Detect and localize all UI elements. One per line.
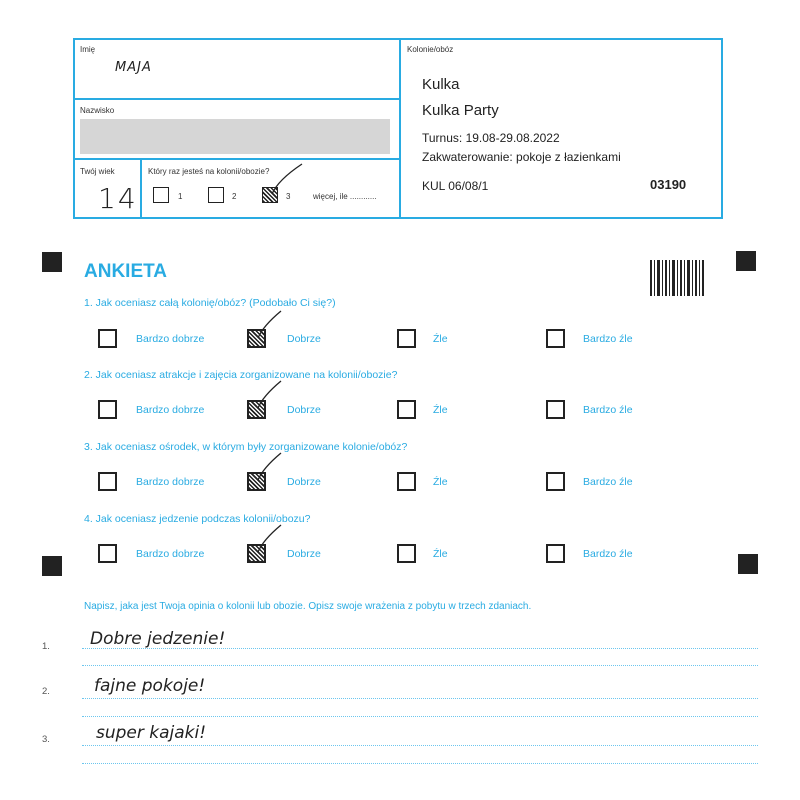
- check-stroke-icon: [255, 308, 285, 342]
- camp-code: KUL 06/08/1: [422, 179, 489, 193]
- name-label: Imię: [80, 45, 96, 54]
- age-label: Twój wiek: [80, 167, 115, 176]
- answer-line: [82, 745, 758, 746]
- answer-line: [82, 665, 758, 666]
- line-number: 1.: [42, 641, 50, 652]
- option-label: Dobrze: [287, 476, 321, 488]
- times-option-1-checkbox[interactable]: [153, 187, 169, 203]
- answer-line: [82, 698, 758, 699]
- header-divider: [74, 158, 399, 160]
- answer-line: [82, 716, 758, 717]
- form-number: 03190: [650, 177, 687, 192]
- check-stroke-icon: [255, 378, 285, 412]
- opinion-answer-2[interactable]: fajne pokoje!: [94, 676, 206, 696]
- registration-marker: [42, 556, 62, 576]
- check-stroke-icon: [255, 522, 285, 556]
- q3-zle-checkbox[interactable]: [397, 472, 416, 491]
- opinion-answer-3[interactable]: super kajaki!: [96, 723, 207, 743]
- registration-marker: [738, 554, 758, 574]
- header-divider: [140, 159, 142, 218]
- times-option-2-checkbox[interactable]: [208, 187, 224, 203]
- option-label: Źle: [433, 476, 448, 488]
- age-value[interactable]: 14: [98, 182, 138, 215]
- q2-bardzo-zle-checkbox[interactable]: [546, 400, 565, 419]
- option-label: Źle: [433, 548, 448, 560]
- q3-bardzo-dobrze-checkbox[interactable]: [98, 472, 117, 491]
- line-number: 2.: [42, 686, 50, 697]
- option-label: Bardzo dobrze: [136, 333, 205, 345]
- barcode-icon: [650, 260, 705, 296]
- q1-bardzo-zle-checkbox[interactable]: [546, 329, 565, 348]
- option-label: Bardzo źle: [583, 548, 633, 560]
- question-text: 4. Jak oceniasz jedzenie podczas kolonii/obozu?: [84, 513, 311, 525]
- option-label: Bardzo dobrze: [136, 476, 205, 488]
- q4-bardzo-dobrze-checkbox[interactable]: [98, 544, 117, 563]
- times-option-label: 3: [286, 192, 291, 201]
- header-divider: [74, 98, 399, 100]
- option-label: Źle: [433, 333, 448, 345]
- option-label: Dobrze: [287, 548, 321, 560]
- accommodation: Zakwaterowanie: pokoje z łazienkami: [422, 150, 621, 164]
- option-label: Bardzo dobrze: [136, 548, 205, 560]
- line-number: 3.: [42, 734, 50, 745]
- times-option-label: 2: [232, 192, 237, 201]
- registration-marker: [42, 252, 62, 272]
- option-label: Bardzo dobrze: [136, 404, 205, 416]
- q1-bardzo-dobrze-checkbox[interactable]: [98, 329, 117, 348]
- question-text: 1. Jak oceniasz całą kolonię/obóz? (Podobało Ci się?): [84, 297, 336, 309]
- times-option-label: więcej, ile ............: [313, 192, 377, 201]
- option-label: Dobrze: [287, 404, 321, 416]
- times-label: Który raz jesteś na kolonii/obozie?: [148, 167, 270, 176]
- q4-zle-checkbox[interactable]: [397, 544, 416, 563]
- camp-name: Kulka: [422, 76, 460, 93]
- name-value[interactable]: MAJA: [115, 60, 152, 75]
- q2-zle-checkbox[interactable]: [397, 400, 416, 419]
- option-label: Bardzo źle: [583, 333, 633, 345]
- q3-bardzo-zle-checkbox[interactable]: [546, 472, 565, 491]
- q1-zle-checkbox[interactable]: [397, 329, 416, 348]
- q2-bardzo-dobrze-checkbox[interactable]: [98, 400, 117, 419]
- option-label: Dobrze: [287, 333, 321, 345]
- answer-line: [82, 648, 758, 649]
- times-option-label: 1: [178, 192, 183, 201]
- camp-label: Kolonie/obóz: [407, 45, 454, 54]
- opinion-answer-1[interactable]: Dobre jedzenie!: [90, 629, 226, 649]
- answer-line: [82, 763, 758, 764]
- camp-subtitle: Kulka Party: [422, 102, 499, 119]
- survey-title: ANKIETA: [84, 261, 168, 282]
- registration-marker: [736, 251, 756, 271]
- q4-bardzo-zle-checkbox[interactable]: [546, 544, 565, 563]
- option-label: Źle: [433, 404, 448, 416]
- surname-label: Nazwisko: [80, 106, 115, 115]
- surname-redacted: [80, 119, 390, 154]
- turnus: Turnus: 19.08-29.08.2022: [422, 131, 560, 145]
- option-label: Bardzo źle: [583, 476, 633, 488]
- opinion-prompt: Napisz, jaka jest Twoja opinia o kolonii lub obozie. Opisz swoje wrażenia z pobytu w trzech zdaniach.: [84, 601, 532, 612]
- question-text: 2. Jak oceniasz atrakcje i zajęcia zorganizowane na kolonii/obozie?: [84, 369, 398, 381]
- header-divider: [399, 39, 401, 218]
- option-label: Bardzo źle: [583, 404, 633, 416]
- question-text: 3. Jak oceniasz ośrodek, w którym były zorganizowane kolonie/obóz?: [84, 441, 408, 453]
- check-stroke-icon: [255, 450, 285, 484]
